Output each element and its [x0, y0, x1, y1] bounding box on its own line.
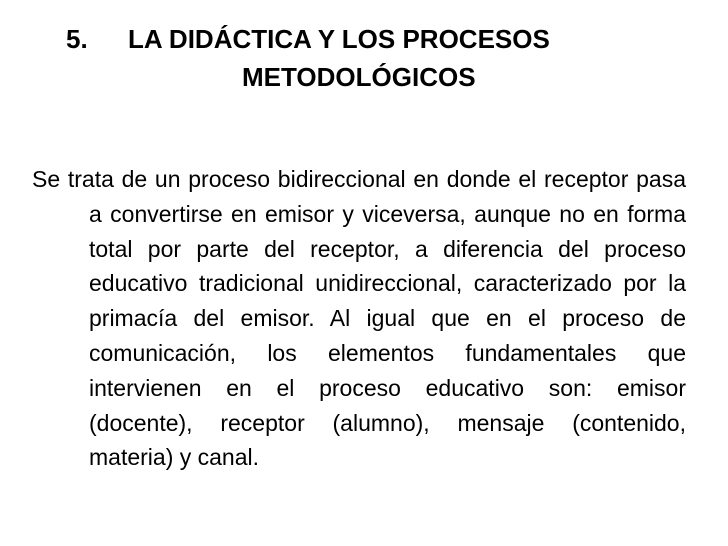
title-number: 5.: [66, 24, 88, 54]
body-paragraph: Se trata de un proceso bidireccional en donde el receptor pasa a convertirse en emisor y viceversa, aunque no en forma total por parte del receptor, a diferencia del proceso educativo tradicional unidireccional, caracterizado por la primacía del emisor. Al igual que en el proceso de comunicación, los elementos fundamentales que intervienen en el proceso educativo son: emisor (docente), receptor (alumno), mensaje (contenido, materia) y canal.: [32, 166, 686, 471]
title-line-1: LA DIDÁCTICA Y LOS PROCESOS: [128, 24, 550, 54]
title-line-2: METODOLÓGICOS: [242, 62, 476, 92]
